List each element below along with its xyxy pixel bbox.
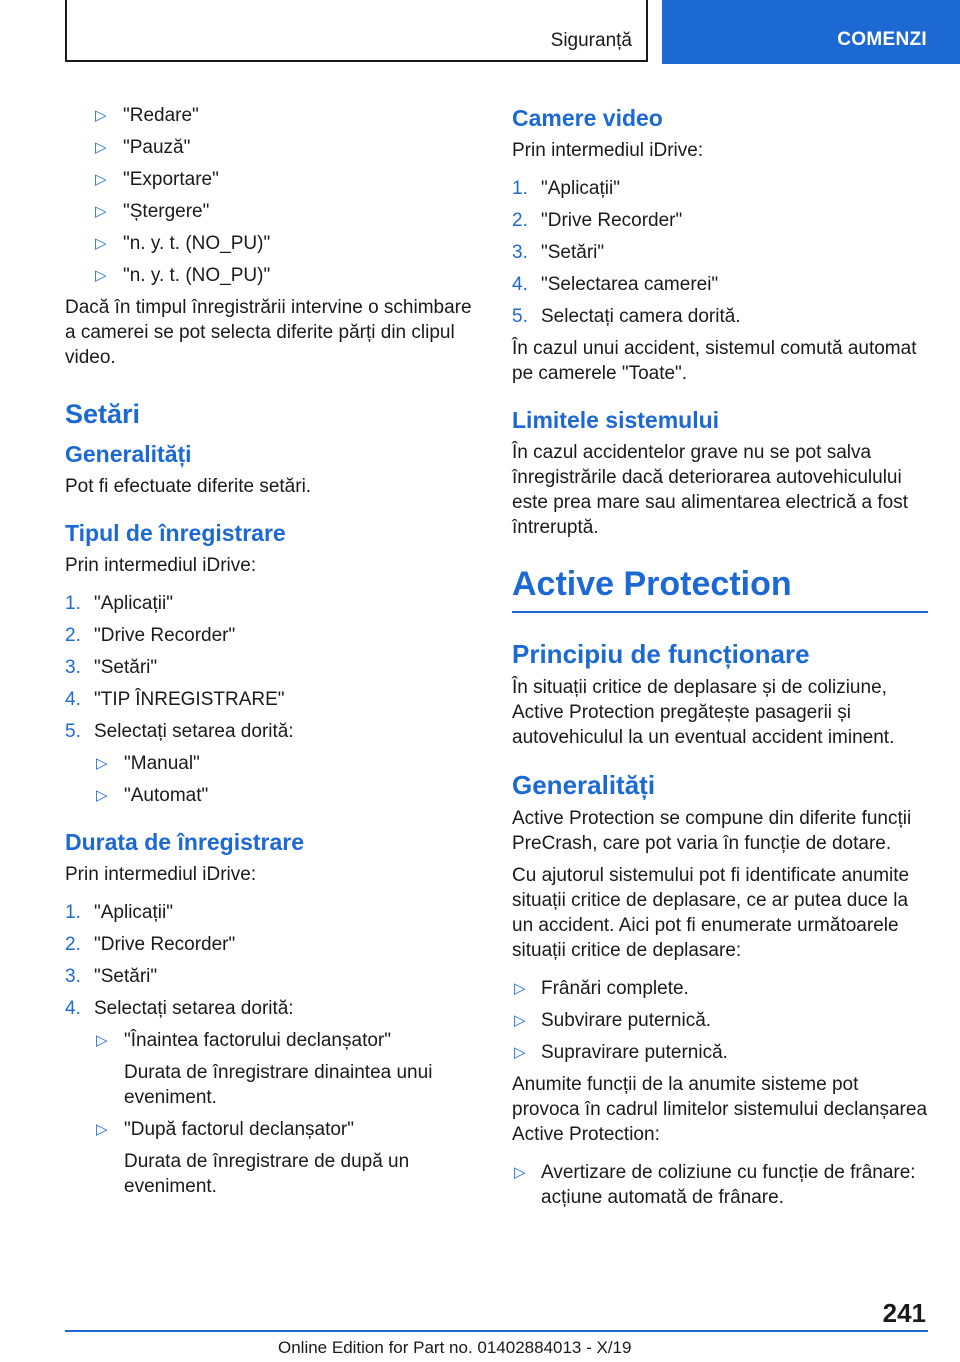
tipul-steps-list (65, 591, 480, 808)
list-item: ▷ "n. y. t. (NO_PU)" (95, 233, 271, 254)
triangle-bullet-icon: ▷ (95, 203, 107, 220)
list-item: 4. "TIP ÎNREGISTRARE" (65, 689, 285, 710)
list-item: 2. "Drive Recorder" (65, 625, 236, 646)
list-item: 3. "Setări" (65, 966, 158, 987)
list-item: 2. "Drive Recorder" (512, 210, 683, 231)
triangle-bullet-icon: ▷ (514, 1164, 526, 1181)
list-item: 1. "Aplicații" (65, 593, 173, 614)
heading-durata-inregistrare: Durata de înregistrare (65, 829, 305, 855)
left-column (65, 100, 480, 1206)
camere-steps-list (512, 176, 928, 329)
list-item: 5. Selectați setarea dorită: ▷ "Manual" ▷ "Automat" (65, 719, 480, 808)
triangle-bullet-icon: ▷ (95, 267, 107, 284)
list-item: 2. "Drive Recorder" (65, 934, 236, 955)
heading-active-protection: Active Protection (512, 562, 928, 613)
triangle-bullet-icon: ▷ (96, 755, 108, 772)
limitele-paragraph: În cazul accidentelor grave nu se pot salva înregistrările dacă deteriorarea autovehiculului este prea mare sau alimentarea electrică a fost întreruptă. (512, 442, 909, 538)
list-item: 1. "Aplicații" (512, 178, 620, 199)
list-item: ▷ "Pauză" (95, 137, 191, 158)
list-item: ▷ "Redare" (95, 105, 199, 126)
heading-generalitati: Generalități (65, 441, 192, 467)
durata-steps-list (65, 900, 480, 1199)
page-number: 241 (882, 1298, 926, 1328)
triangle-bullet-icon: ▷ (95, 139, 107, 156)
generalitati-paragraph-2: Cu ajutorul sistemului pot fi identificate anumite situații critice de deplasare, ce ar putea duce la un accident. Aici pot fi enumerate următoarele situații critice de deplasare: (512, 865, 910, 961)
list-item: 3. "Setări" (65, 657, 158, 678)
playback-options-list (65, 103, 480, 288)
triangle-bullet-icon: ▷ (514, 1012, 526, 1029)
durata-options-list (94, 1028, 480, 1199)
list-item: 5. Selectați camera dorită. (512, 306, 741, 327)
heading-setari: Setări (65, 399, 141, 429)
generalitati-paragraph: Pot fi efectuate diferite setări. (65, 476, 312, 497)
header-chapter-label: COMENZI (837, 29, 927, 50)
triangle-bullet-icon: ▷ (95, 107, 107, 124)
list-item: ▷ "n. y. t. (NO_PU)" (95, 265, 271, 286)
list-item: ▷ "Înaintea factorului declanșator" Durata de înregistrare dinaintea unui eveniment. (96, 1030, 433, 1108)
list-item: ▷ "Ștergere" (95, 201, 210, 222)
principiu-paragraph: În situații critice de deplasare și de coliziune, Active Protection pregătește pasagerii și autovehiculul la un eventual accident iminent. (512, 677, 895, 748)
list-item: 4. Selectați setarea dorită: ▷ "Înaintea factorului declanșator" Durata de înregistrare dinaintea unui eveniment. ▷ "După factorul declanșator" Durata de înregistrare de după un eveniment. (65, 996, 480, 1199)
accident-paragraph: În cazul unui accident, sistemul comută automat pe camerele "Toate". (512, 338, 917, 384)
triangle-bullet-icon: ▷ (95, 235, 107, 252)
header-chapter-tab[interactable] (662, 0, 960, 64)
tipul-options-list (94, 751, 480, 808)
list-item: ▷ "După factorul declanșator" Durata de înregistrare de după un eveniment. (96, 1119, 410, 1197)
triangle-bullet-icon: ▷ (514, 1044, 526, 1061)
situatii-list (512, 976, 928, 1065)
footer-edition-text: Online Edition for Part no. 01402884013 - X/19 (278, 1338, 632, 1357)
list-item: 4. "Selectarea camerei" (512, 274, 719, 295)
triangle-bullet-icon: ▷ (514, 980, 526, 997)
durata-intro: Prin intermediul iDrive: (65, 864, 257, 885)
anumite-paragraph: Anumite funcții de la anumite sisteme pot provoca în cadrul limitelor sistemului declanșarea Active Protection: (512, 1074, 928, 1145)
camere-intro: Prin intermediul iDrive: (512, 140, 704, 161)
generalitati-paragraph-1: Active Protection se compune din diferite funcții PreCrash, care pot varia în funcție de dotare. (512, 808, 912, 854)
tipul-intro: Prin intermediul iDrive: (65, 555, 257, 576)
heading-principiu: Principiu de funcționare (512, 639, 810, 669)
triangle-bullet-icon: ▷ (96, 787, 108, 804)
heading-camere-video: Camere video (512, 105, 663, 131)
camera-change-paragraph: Dacă în timpul înregistrării intervine o schimbare a camerei se pot selecta diferite părți din clipul video. (65, 297, 472, 368)
triangle-bullet-icon: ▷ (96, 1032, 108, 1049)
list-item: ▷ Subvirare puternică. (514, 1010, 712, 1031)
list-item: ▷ Avertizare de coliziune cu funcție de frânare: acțiune automată de frânare. (514, 1162, 916, 1208)
list-item: ▷ "Manual" (96, 753, 200, 774)
functii-list (512, 1160, 928, 1210)
header-section-box (65, 0, 648, 62)
list-item: ▷ Supravirare puternică. (514, 1042, 728, 1063)
header-section-title: Siguranță (550, 30, 632, 51)
list-item: 1. "Aplicații" (65, 902, 173, 923)
triangle-bullet-icon: ▷ (96, 1121, 108, 1138)
right-column (512, 100, 928, 1217)
list-item: 3. "Setări" (512, 242, 605, 263)
list-item: ▷ "Automat" (96, 785, 209, 806)
list-item: ▷ "Exportare" (95, 169, 219, 190)
heading-generalitati-right: Generalități (512, 770, 656, 800)
footer-divider (65, 1330, 928, 1332)
list-item: ▷ Frânări complete. (514, 978, 689, 999)
heading-tipul-inregistrare: Tipul de înregistrare (65, 520, 286, 546)
heading-limitele-sistemului: Limitele sistemului (512, 407, 720, 433)
triangle-bullet-icon: ▷ (95, 171, 107, 188)
